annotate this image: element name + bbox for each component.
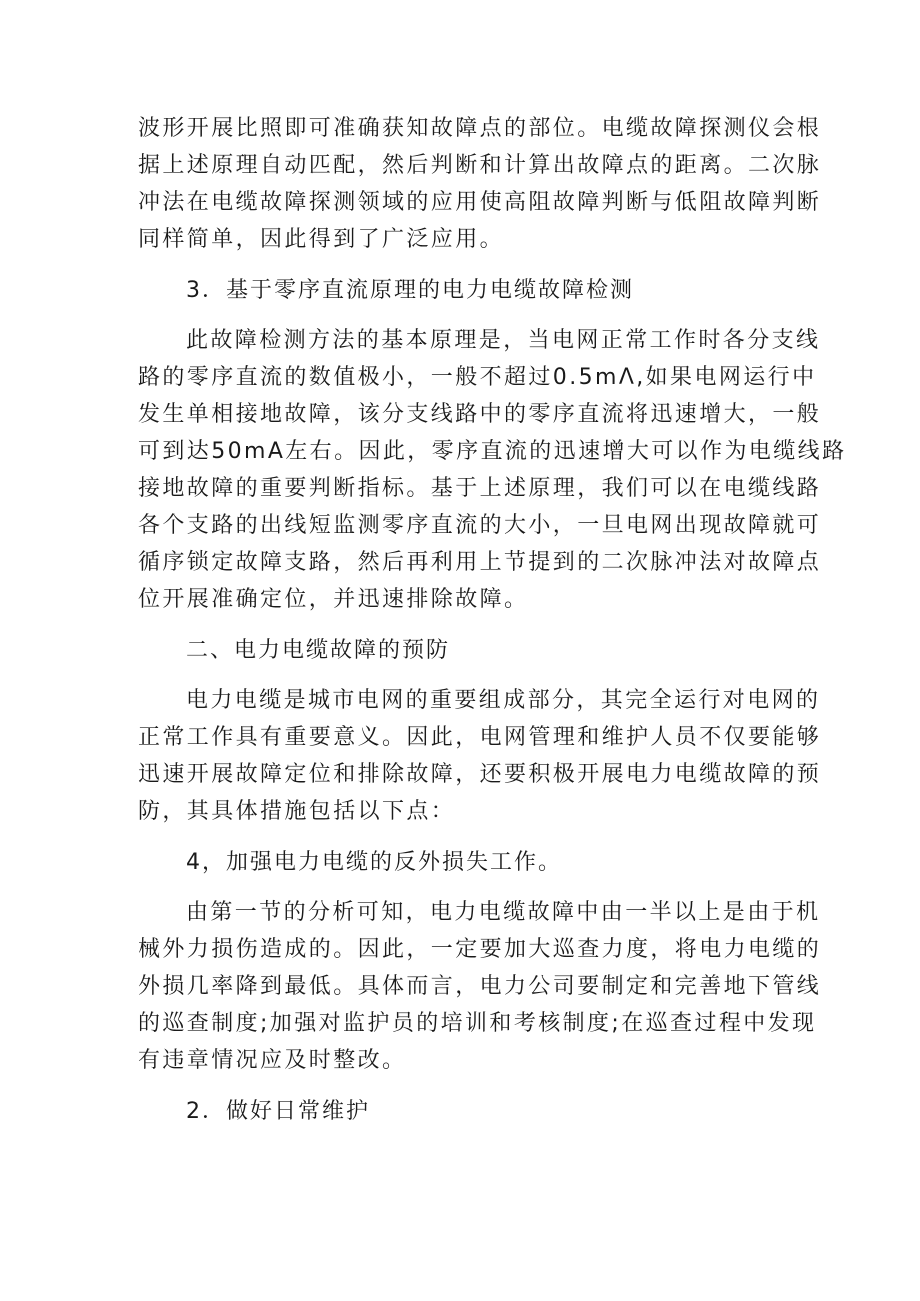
text-line: 冲法在电缆故障探测领域的应用使高阻故障判断与低阻故障判断: [138, 190, 822, 215]
paragraph-prevention-intro: [138, 682, 822, 830]
text-line: 波形开展比照即可准确获知故障点的部位。电缆故障探测仪会根: [138, 116, 822, 141]
text-line: 有违章情况应及时整改。: [138, 1048, 407, 1073]
text-line: 防，其具体措施包括以下点：: [138, 799, 456, 824]
text-line: 正常工作具有重要意义。因此，电网管理和维护人员不仅要能够: [138, 725, 822, 750]
text-line: 发生单相接地故障，该分支线路中的零序直流将迅速增大，一般: [138, 402, 822, 427]
text-line: 由第一节的分析可知，电力电缆故障中由一半以上是由于机: [186, 900, 821, 925]
text-line: 据上述原理自动匹配，然后判断和计算出故障点的距离。二次脉: [138, 153, 822, 178]
text-line: 电力电缆是城市电网的重要组成部分，其完全运行对电网的: [186, 688, 821, 713]
text-line: 循序锁定故障支路，然后再利用上节提到的二次脉冲法对故障点: [138, 550, 822, 575]
paragraph-zero-sequence: [138, 322, 847, 618]
text-line: 可到达50mA左右。因此，零序直流的迅速增大可以作为电缆线路: [138, 439, 847, 464]
paragraph-external-damage: [138, 894, 822, 1079]
text-line: 各个支路的出线短监测零序直流的大小，一旦电网出现故障就可: [138, 513, 822, 538]
heading-external-damage: 4，加强电力电缆的反外损失工作。: [186, 850, 562, 875]
document-page: [138, 110, 847, 1130]
text-line: 的巡查制度;加强对监护员的培训和考核制度;在巡查过程中发现: [138, 1011, 817, 1036]
text-line: 迅速开展故障定位和排除故障，还要积极开展电力电缆故障的预: [138, 762, 822, 787]
text-line: 接地故障的重要判断指标。基于上述原理，我们可以在电缆线路: [138, 476, 822, 501]
text-line: 此故障检测方法的基本原理是，当电网正常工作时各分支线: [186, 328, 821, 353]
section-heading-prevention: 二、电力电缆故障的预防: [186, 638, 451, 663]
heading-zero-sequence: 3．基于零序直流原理的电力电缆故障检测: [186, 278, 634, 303]
paragraph-secondary-pulse: [138, 110, 822, 258]
text-line: 路的零序直流的数值极小，一般不超过0.5mΛ,如果电网运行中: [138, 365, 817, 390]
text-line: 外损几率降到最低。具体而言，电力公司要制定和完善地下管线: [138, 974, 822, 999]
heading-daily-maintenance: 2．做好日常维护: [186, 1099, 370, 1124]
text-line: 位开展准确定位，并迅速排除故障。: [138, 587, 529, 612]
text-line: 械外力损伤造成的。因此，一定要加大巡查力度，将电力电缆的: [138, 937, 822, 962]
text-line: 同样简单，因此得到了广泛应用。: [138, 227, 505, 252]
